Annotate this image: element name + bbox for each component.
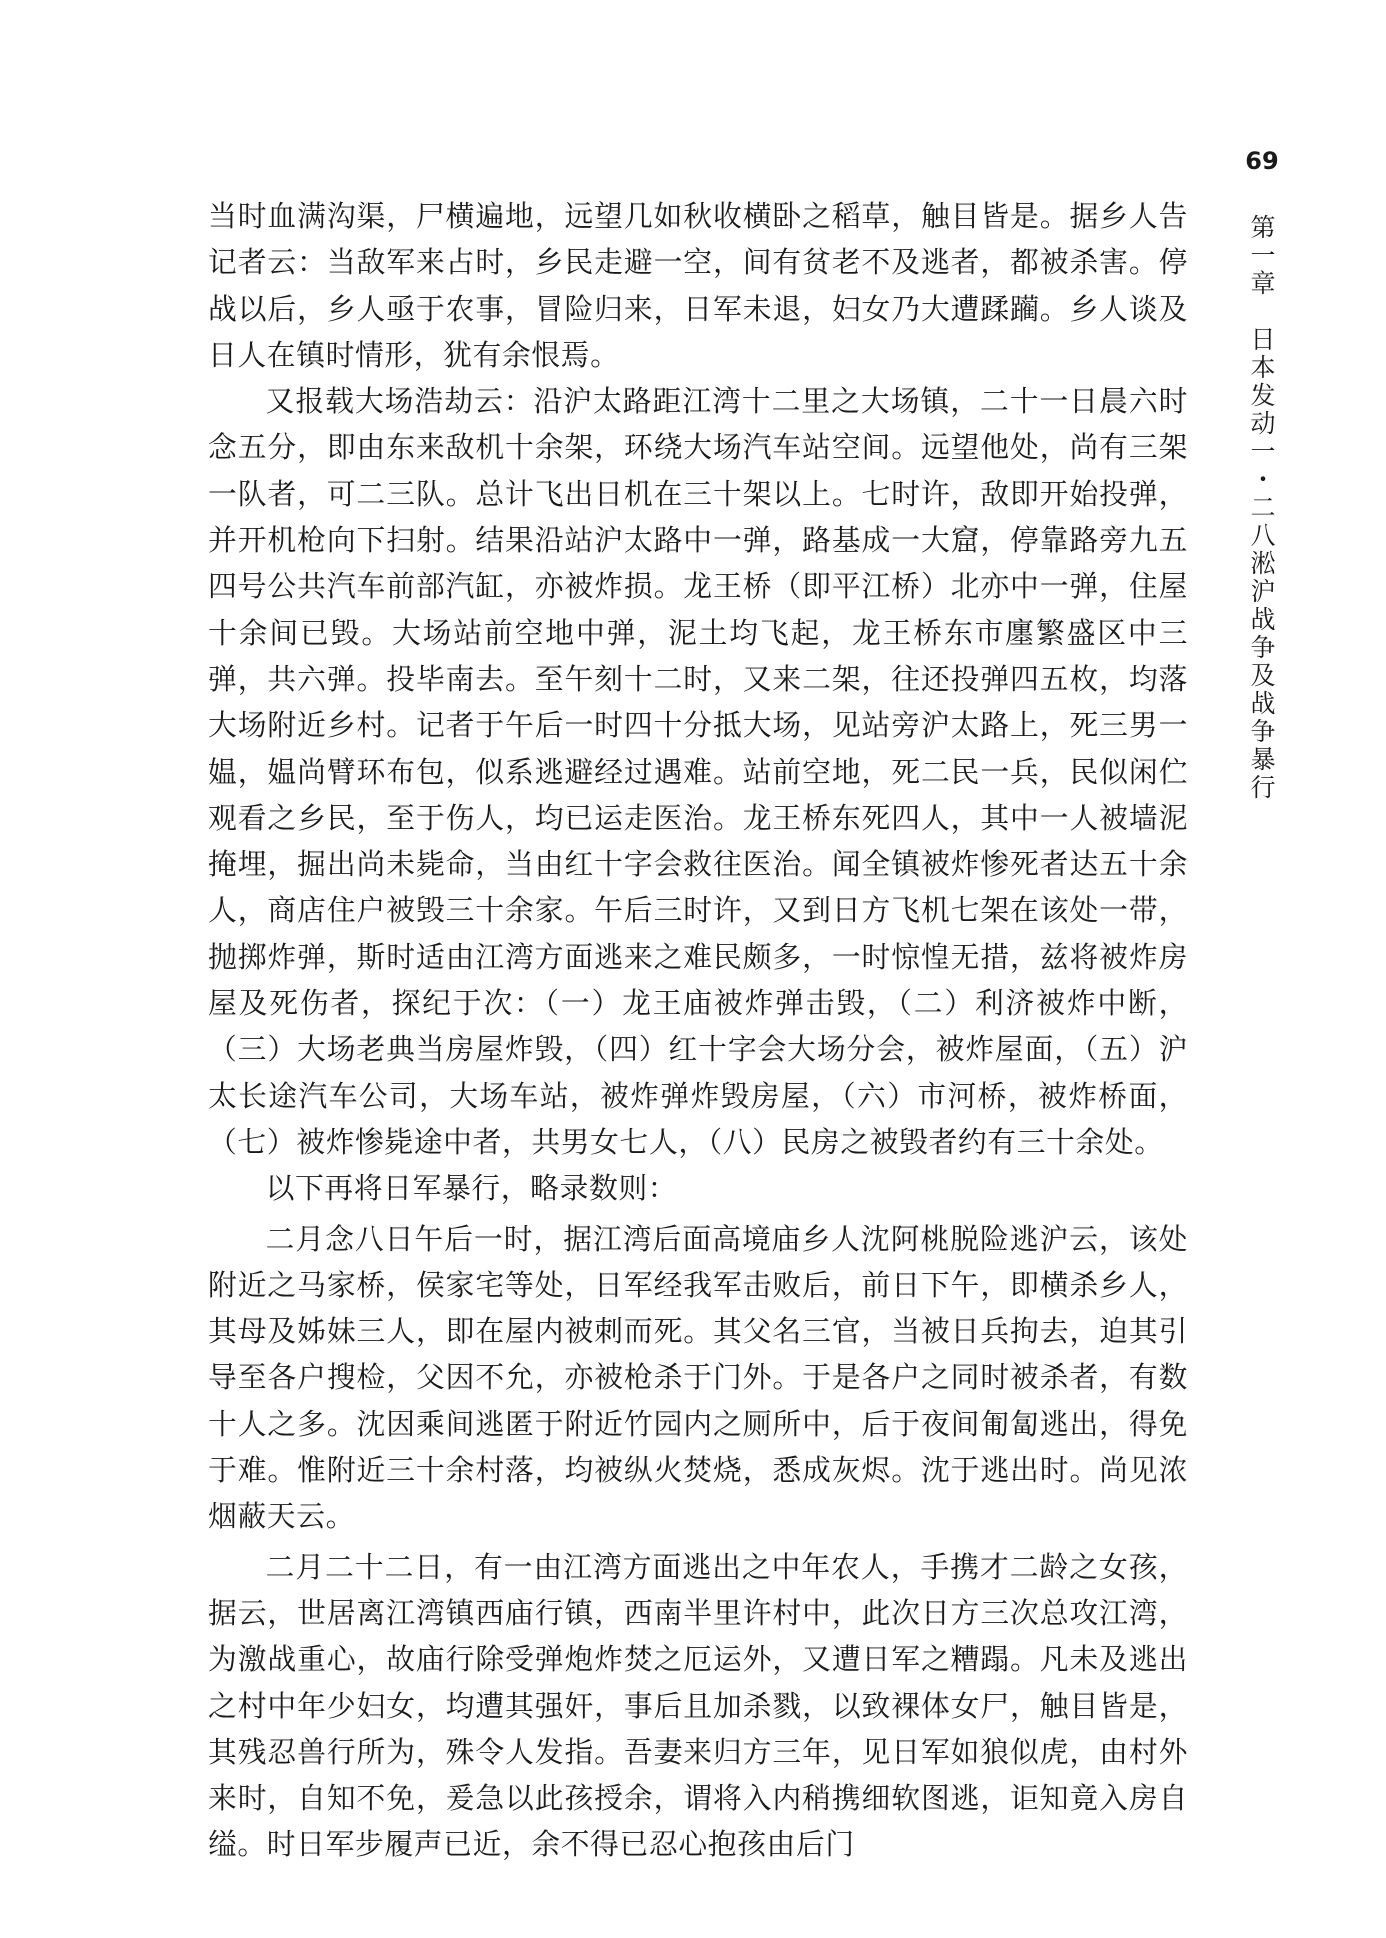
paragraph-gaojingmiao-account: 二月念八日午后一时，据江湾后面高境庙乡人沈阿桃脱险逃沪云，该处附近之马家桥，侯家宅等处，日军经我军击败后，前日下午，即横杀乡人，其母及姊妹三人，即在屋内被刺而死。其父名三官，当被日兵拘去，迫其引导至各户搜检，父因不允，亦被枪杀于门外。于是各户之同时被杀者，有数十人之多。沈因乘间逃匿于附近竹园内之厕所中，后于夜间匍匐逃出，得免于难。惟附近三十余村落，均被纵火焚烧，悉成灰烬。沈于逃出时。尚见浓烟蔽天云。 bbox=[208, 1221, 1188, 1534]
paragraph-continuation: 当时血满沟渠，尸横遍地，远望几如秋收横卧之稻草，触目皆是。据乡人告记者云：当敌军来占时，乡民走避一空，间有贫老不及逃者，都被杀害。停战以后，乡人亟于农事，冒险归来，日军未退，妇女乃大遭蹂躏。乡人谈及日人在镇时情形，犹有余恨焉。 bbox=[208, 199, 1188, 372]
paragraph-dachang-bombing: 又报载大场浩劫云：沿沪太路距江湾十二里之大场镇，二十一日晨六时念五分，即由东来敌机十余架，环绕大场汽车站空间。远望他处，尚有三架一队者，可二三队。总计飞出日机在三十架以上。七时许，敌即开始投弹，并开机枪向下扫射。结果沿站沪太路中一弹，路基成一大窟，停靠路旁九五四号公共汽车前部汽缸，亦被炸损。龙王桥（即平江桥）北亦中一弹，住屋十余间已毁。大场站前空地中弹，泥土均飞起，龙王桥东市廛繁盛区中三弹，共六弹。投毕南去。至午刻十二时，又来二架，往还投弹四五枚，均落大场附近乡村。记者于午后一时四十分抵大场，见站旁沪太路上，死三男一媪，媪尚臂环布包，似系逃避经过遇难。站前空地，死二民一兵，民似闲伫观看之乡民，至于伤人，均已运走医治。龙王桥东死四人，其中一人被墙泥掩埋，掘出尚未毙命，当由红十字会救往医治。闻全镇被炸惨死者达五十余人，商店住户被毁三十余家。午后三时许，又到日方飞机七架在该处一带，抛掷炸弹，斯时适由江湾方面逃来之难民颇多，一时惊惶无措，兹将被炸房屋及死伤者，探纪于次：（一）龙王庙被炸弹击毁，（二）利济被炸中断，（三）大场老典当房屋炸毁，（四）红十字会大场分会，被炸屋面，（五）沪太长途汽车公司，大场车站，被炸弹炸毁房屋，（六）市河桥，被炸桥面，（七）被炸惨毙途中者，共男女七人，（八）民房之被毁者约有三十余处。 bbox=[208, 384, 1188, 1159]
paragraph-miaohang-account: 二月二十二日，有一由江湾方面逃出之中年农人，手携才二龄之女孩，据云，世居离江湾镇西庙行镇，西南半里许村中，此次日方三次总攻江湾，为激战重心，故庙行除受弹炮炸焚之厄运外，又遭日军之糟蹋。凡未及逃出之村中年少妇女，均遭其强奸，事后且加杀戮，以致裸体女尸，触目皆是，其残忍兽行所为，殊令人发指。吾妻来归方三年，见日军如狼似虎，由村外来时，自知不免，爰急以此孩授余，谓将入内稍携细软图逃，讵知竟入房自缢。时日军步履声已近，余不得已忍心抱孩由后门 bbox=[208, 1549, 1188, 1862]
chapter-running-header: 第一章 日本发动一・二八淞沪战争及战争暴行 bbox=[1247, 214, 1276, 802]
page-number: 69 bbox=[1245, 147, 1279, 175]
body-text bbox=[208, 193, 1188, 1868]
paragraph-intro-atrocities: 以下再将日军暴行，略录数则： bbox=[265, 1171, 678, 1206]
